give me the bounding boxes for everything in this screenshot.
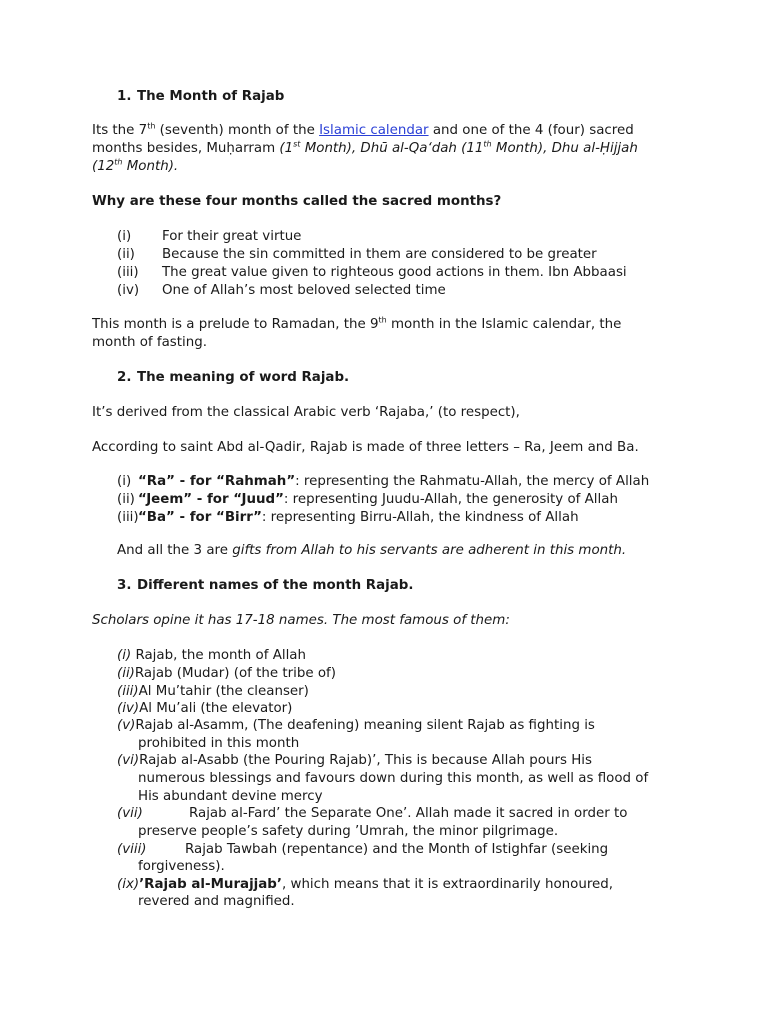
name-continuation: preserve people’s safety during ’Umrah, the minor pilgrimage. xyxy=(138,824,559,839)
name-item xyxy=(117,665,336,683)
letter-number: (iii) xyxy=(117,510,139,525)
derived-paragraph: It’s derived from the classical Arabic verb ‘Rajaba,’ (to respect), xyxy=(92,405,520,420)
section-1-heading xyxy=(117,88,284,106)
name-text: , which means that it is extraordinarily honoured, xyxy=(281,877,614,892)
intro-line-1 xyxy=(92,122,634,140)
letter-label: “Ba” - for “Birr” xyxy=(138,510,262,525)
reason-number: (i) xyxy=(117,229,132,244)
name-text: Al Mu’tahir (the cleanser) xyxy=(138,684,309,699)
prelude-line-2: month of fasting. xyxy=(92,335,207,350)
superscript: st xyxy=(293,139,301,149)
name-item xyxy=(117,752,592,770)
section-2-heading xyxy=(117,369,349,387)
name-number: (vii) xyxy=(117,806,143,821)
superscript: th xyxy=(114,157,123,167)
superscript: th xyxy=(147,121,156,131)
name-item xyxy=(117,717,595,735)
text-run: Its the 7 xyxy=(92,123,148,138)
name-number: (iii) xyxy=(117,684,139,699)
name-text: Rajab (Mudar) (of the tribe of) xyxy=(134,666,336,681)
name-number: (viii) xyxy=(117,842,147,857)
name-text: Rajab al-Fard’ the Separate One’. Allah made it sacred in order to xyxy=(189,806,628,821)
section-1-number: 1. xyxy=(117,89,132,104)
islamic-calendar-link[interactable]: Islamic calendar xyxy=(319,123,429,138)
reason-number: (ii) xyxy=(117,247,135,262)
text-run: Month), Dhū al-Qa‘dah (11 xyxy=(300,141,484,156)
letter-item xyxy=(117,509,579,527)
text-run: Month), Dhu al-Ḥijjah xyxy=(491,141,638,156)
name-continuation: forgiveness). xyxy=(138,859,225,874)
name-item xyxy=(117,647,306,665)
name-continuation: revered and magnified. xyxy=(138,894,295,909)
according-paragraph: According to saint Abd al-Qadir, Rajab is made of three letters – Ra, Jeem and Ba. xyxy=(92,440,639,455)
reason-number: (iv) xyxy=(117,283,140,298)
text-run: gifts from Allah to his servants are adherent in this month. xyxy=(232,543,627,558)
letter-meaning: : representing the Rahmatu-Allah, the mercy of Allah xyxy=(295,474,650,489)
name-number: (i) xyxy=(117,648,132,663)
text-run: and one of the 4 (four) sacred xyxy=(428,123,634,138)
name-number: (vi) xyxy=(117,753,140,768)
name-bold: ’Rajab al-Murajjab’ xyxy=(139,877,282,892)
superscript: th xyxy=(378,315,387,325)
text-run: And all the 3 are xyxy=(117,543,233,558)
letter-label: “Ra” - for “Rahmah” xyxy=(138,474,296,489)
reason-text: Because the sin committed in them are considered to be greater xyxy=(162,247,597,262)
name-item xyxy=(117,876,613,894)
section-1-title: The Month of Rajab xyxy=(137,89,285,104)
reason-text: One of Allah’s most beloved selected time xyxy=(162,283,446,298)
name-text: Rajab, the month of Allah xyxy=(135,648,306,663)
section-3-heading xyxy=(117,577,413,595)
letter-number: (ii) xyxy=(117,492,135,507)
name-item xyxy=(117,683,309,701)
letter-item xyxy=(117,491,618,509)
prelude-line-1 xyxy=(92,316,621,334)
letter-item xyxy=(117,473,649,491)
text-run: month in the Islamic calendar, the xyxy=(386,317,622,332)
name-text: Rajab al-Asamm, (The deafening) meaning silent Rajab as fighting is xyxy=(135,718,595,733)
letter-label: “Jeem” - for “Juud” xyxy=(138,492,284,507)
name-item xyxy=(117,700,292,718)
name-number: (iv) xyxy=(117,701,140,716)
text-run: (seventh) month of the xyxy=(155,123,320,138)
name-number: (ix) xyxy=(117,877,140,892)
text-run: months besides, Muḥarram xyxy=(92,141,280,156)
text-run: (1 xyxy=(279,141,294,156)
text-run: (12 xyxy=(92,159,115,174)
reason-text: The great value given to righteous good actions in them. Ibn Abbaasi xyxy=(162,265,627,280)
name-continuation: His abundant devine mercy xyxy=(138,789,323,804)
letter-meaning: : representing Birru-Allah, the kindness of Allah xyxy=(261,510,579,525)
sacred-months-question: Why are these four months called the sacred months? xyxy=(92,194,502,209)
names-intro: Scholars opine it has 17-18 names. The most famous of them: xyxy=(92,613,510,628)
gifts-paragraph xyxy=(117,542,626,560)
section-3-number: 3. xyxy=(117,578,132,593)
intro-line-2 xyxy=(92,140,638,158)
letter-number: (i) xyxy=(117,474,132,489)
name-text: Al Mu’ali (the elevator) xyxy=(139,701,293,716)
section-2-number: 2. xyxy=(117,370,132,385)
name-text: Rajab al-Asabb (the Pouring Rajab)’, This is because Allah pours His xyxy=(139,753,592,768)
letter-meaning: : representing Juudu-Allah, the generosity of Allah xyxy=(283,492,618,507)
section-3-title: Different names of the month Rajab. xyxy=(137,578,414,593)
name-text: Rajab Tawbah (repentance) and the Month of Istighfar (seeking xyxy=(185,842,609,857)
text-run: Month). xyxy=(122,159,179,174)
name-number: (ii) xyxy=(117,666,135,681)
name-number: (v) xyxy=(117,718,136,733)
section-2-title: The meaning of word Rajab. xyxy=(137,370,350,385)
intro-line-3 xyxy=(92,158,178,176)
reason-number: (iii) xyxy=(117,265,139,280)
name-continuation: prohibited in this month xyxy=(138,736,300,751)
text-run: This month is a prelude to Ramadan, the 9 xyxy=(92,317,379,332)
name-continuation: numerous blessings and favours down during this month, as well as flood of xyxy=(138,771,649,786)
reason-text: For their great virtue xyxy=(162,229,302,244)
superscript: th xyxy=(483,139,492,149)
